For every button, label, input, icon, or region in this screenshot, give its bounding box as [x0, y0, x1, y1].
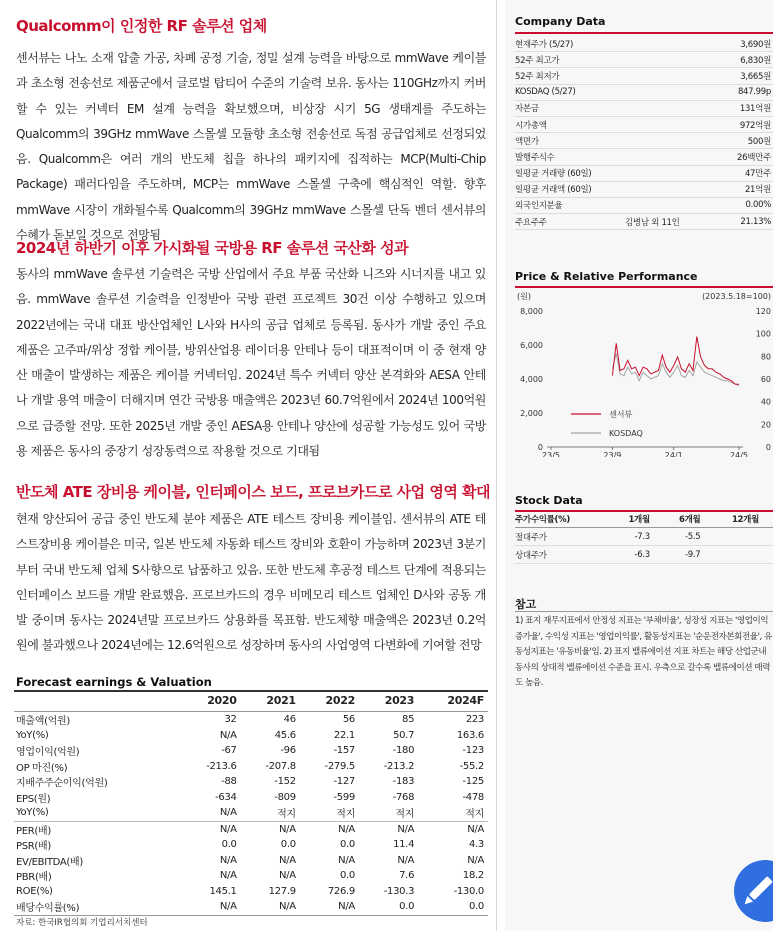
forecast-cell: 726.9	[327, 885, 355, 897]
forecast-row-label: 지배주주순이익(억원)	[16, 778, 108, 790]
stock-header-cell: 6개월	[664, 512, 715, 528]
forecast-cell: -279.5	[324, 760, 355, 772]
right-tick-label: 100	[755, 329, 771, 339]
right-tick-label: 40	[760, 397, 771, 407]
forecast-cell: N/A	[279, 870, 296, 882]
forecast-cell: N/A	[467, 854, 484, 866]
right-axis-unit: (2023.5.18=100)	[702, 292, 771, 301]
company-data-value: 972억원	[714, 116, 773, 132]
right-tick-label: 0	[765, 443, 771, 452]
forecast-cell: 22.1	[333, 729, 355, 741]
right-tick-label: 120	[755, 307, 771, 316]
forecast-cell: N/A	[219, 729, 237, 741]
stock-data-row	[515, 546, 773, 564]
forecast-cell: N/A	[338, 854, 355, 866]
company-data-mid	[625, 116, 714, 132]
company-data-row	[515, 84, 773, 100]
forecast-cell: -634	[215, 791, 237, 803]
price-chart-svg	[515, 287, 773, 457]
stock-cell	[714, 528, 773, 546]
forecast-cell: 0.0	[221, 839, 237, 851]
company-data-row	[515, 165, 773, 181]
company-data-mid	[625, 36, 714, 52]
forecast-cell: N/A	[241, 821, 300, 837]
forecast-cell: N/A	[359, 821, 418, 837]
section-body: 센서뷰는 나노 소재 압출 가공, 차폐 공정 기술, 정밀 설계 능력을 바탕으로 mmWave 케이블과 초소형 전송선로 제품군에서 글로벌 탑티어 수준의 기술력 보유. 동사는 110GHz까지 커버할 수 있는 커넥터 EM 설계 능력을 확보했으며, 비상장 시기 5G 생태계를 주도하는 Qualcomm의 39GHz mmWave 스몰셀 모듈향 초소형 전송선로 독점 공급업체로 선정되었음. Qualcomm은 여러 개의 반도체 칩을 하나의 패키지에 집적하는 MCP(Multi-Chip Package) 패러다임을 주도하며, MCP는 mmWave 스몰셀 구축에 핵심적인 역할. 향후 mmWave 시장이 개화될수록 Qualcomm의 39GHz mmWave 스몰셀 단독 벤더 센서뷰의 수혜가 돋보일 것으로 전망됨	[16, 51, 486, 243]
forecast-cell: 0.0	[359, 899, 418, 915]
forecast-cell: N/A	[397, 854, 415, 866]
company-data-row	[515, 181, 773, 197]
forecast-row	[14, 790, 488, 806]
forecast-row-label: OP 마진(%)	[16, 762, 68, 774]
forecast-row-label: YoY(%)	[16, 807, 49, 819]
forecast-cell: -152	[274, 776, 296, 788]
company-data-row	[515, 214, 773, 230]
stock-cell: -5.5	[664, 528, 715, 546]
forecast-row	[14, 853, 488, 869]
left-tick-label: 4,000	[520, 375, 543, 384]
forecast-row-label: 영업이익(억원)	[16, 747, 80, 759]
company-data-mid	[625, 181, 714, 197]
forecast-row	[14, 728, 488, 744]
forecast-header-row	[14, 691, 488, 712]
left-tick-label: 6,000	[520, 341, 543, 350]
forecast-cell: -157	[333, 745, 355, 757]
forecast-cell: -130.0	[453, 885, 484, 897]
forecast-row	[14, 868, 488, 884]
right-tick-label: 80	[760, 352, 771, 362]
forecast-row	[14, 712, 488, 728]
forecast-header-cell: 2022	[300, 691, 359, 712]
section-title: Qualcomm이 인정한 RF 솔루션 업체	[16, 17, 267, 35]
forecast-cell: -88	[221, 776, 237, 788]
company-data-mid	[625, 149, 714, 165]
company-data-label: 발행주식수	[515, 149, 625, 165]
forecast-cell: -125	[462, 776, 484, 788]
company-data-row	[515, 149, 773, 165]
forecast-cell: 적지	[465, 809, 484, 821]
forecast-row-label: ROE(%)	[16, 885, 53, 897]
forecast-cell: 46	[283, 714, 296, 726]
forecast-cell: 0.0	[339, 870, 355, 882]
stock-data-title: Stock Data	[515, 494, 583, 507]
forecast-cell: -599	[333, 791, 355, 803]
stock-data-table	[515, 512, 773, 564]
stock-cell: -7.3	[613, 528, 664, 546]
company-data-label: 자본금	[515, 100, 625, 116]
company-data-label: 52주 최저가	[515, 68, 625, 84]
forecast-cell: 적지	[336, 809, 355, 821]
section-body: 현재 양산되어 공급 중인 반도체 분야 제품은 ATE 테스트 장비용 케이블임. 센서뷰의 ATE 테스트장비용 케이블은 미국, 일본 반도체 자동화 테스트 장비와 호환이 가능하며 2023년 3분기부터 국내 반도체 업체 S사향으로 납품하고 있음. 또한 반도체 후공정 테스트 단계에 적용되는 인터페이스 보드를 개발 완료했음. 프로브카드의 경우 비메모리 테스트 업체인 D사와 공동 개발 중이며 동사는 2024년말 프로브카드 상용화를 목표함. 반도체향 매출액은 2023년 0.2억원에 불과했으나 2024년에는 12.6억원으로 성장하며 동사의 사업영역 다변화에 기여할 전망	[16, 512, 486, 653]
forecast-cell: -123	[462, 745, 484, 757]
right-tick-label: 60	[760, 375, 771, 384]
forecast-cell: -207.8	[265, 760, 296, 772]
company-data-label: 52주 최고가	[515, 52, 625, 68]
source-note: 자료: 한국IR협의회 기업리서치센터	[16, 918, 148, 928]
company-data-mid: 김병남 외 11인	[625, 214, 714, 230]
forecast-header-cell: 2020	[181, 691, 240, 712]
company-data-label: 일평균 거래량 (60일)	[515, 165, 625, 181]
section-title: 2024년 하반기 이후 가시화될 국방용 RF 솔루션 국산화 성과	[16, 239, 409, 257]
stock-header-cell: 주가수익률(%)	[515, 512, 613, 528]
forecast-cell: -809	[274, 791, 296, 803]
company-data-mid	[625, 84, 714, 100]
section-body: 동사의 mmWave 솔루션 기술력은 국방 산업에서 주요 부품 국산화 니즈와 시너지를 내고 있음. mmWave 솔루션 기술력을 인정받아 국방 관련 프로젝트 30건 이상 수행하고 있으며 2022년에는 국내 대표 방산업체인 L사와 H사의 공급 업체로 등록됨. 동사가 개발 중인 주요 제품은 고주파/위상 정합 케이블, 방위산업용 레이더용 안테나 등이 대표적이며 이 중 현재 양산 매출이 발생하는 제품은 케이블 커넥터임. 2024년 특수 커넥터 양산 본격화와 AESA 안테나 개발 용역 매출이 더해지며 연간 국방용 매출액은 2023년 60.7억원에서 2024년 100억원으로 급증할 전망. 또한 2025년 개발 중인 AESA용 안테나 양산에 성공할 가능성도 있어 국방용 제품은 동사의 중장기 성장동력으로 작용할 것으로 기대됨	[16, 267, 486, 459]
forecast-cell: -67	[221, 745, 237, 757]
forecast-cell: N/A	[219, 870, 237, 882]
forecast-cell: 0.0	[418, 899, 488, 915]
right-tick-label: 20	[760, 420, 771, 430]
forecast-cell: 32	[224, 714, 237, 726]
pencil-icon	[734, 860, 773, 922]
forecast-header-cell: 2021	[241, 691, 300, 712]
x-tick-label: 24/5	[730, 451, 748, 457]
forecast-cell: N/A	[418, 821, 488, 837]
company-data-row	[515, 116, 773, 132]
company-data-value: 26백만주	[714, 149, 773, 165]
forecast-cell: 163.6	[456, 729, 484, 741]
company-data-mid	[625, 133, 714, 149]
stock-row-label: 상대주가	[515, 546, 613, 564]
forecast-cell: -180	[392, 745, 415, 757]
forecast-cell: 45.6	[274, 729, 296, 741]
forecast-cell: N/A	[181, 821, 240, 837]
forecast-cell: -478	[462, 791, 484, 803]
left-tick-label: 8,000	[520, 307, 543, 316]
column-divider	[496, 0, 497, 931]
forecast-row	[14, 899, 488, 915]
company-data-mid	[625, 52, 714, 68]
company-data-value: 847.99p	[714, 84, 773, 100]
stock-row-label: 절대주가	[515, 528, 613, 546]
forecast-cell: 적지	[277, 809, 296, 821]
company-data-row	[515, 100, 773, 116]
forecast-cell: -127	[333, 776, 355, 788]
forecast-cell: 4.3	[468, 839, 484, 851]
forecast-cell: 145.1	[209, 885, 237, 897]
forecast-row	[14, 837, 488, 853]
forecast-cell: 127.9	[268, 885, 296, 897]
forecast-row-label: 매출액(억원)	[16, 716, 71, 728]
edit-fab-button[interactable]	[734, 860, 773, 922]
company-data-value: 21억원	[714, 181, 773, 197]
company-data-label: 현재주가 (5/27)	[515, 36, 625, 52]
forecast-cell: -213.2	[383, 760, 415, 772]
company-data-row	[515, 68, 773, 84]
price-chart-title: Price & Relative Performance	[515, 270, 698, 283]
company-data-label: 액면가	[515, 133, 625, 149]
forecast-cell: -130.3	[383, 885, 415, 897]
company-data-row	[515, 197, 773, 213]
left-tick-label: 2,000	[520, 409, 543, 418]
forecast-row-label: EPS(원)	[16, 793, 51, 805]
company-data-label: 시가총액	[515, 116, 625, 132]
forecast-cell: 7.6	[399, 870, 415, 882]
forecast-title: Forecast earnings & Valuation	[16, 675, 212, 689]
forecast-cell: -55.2	[459, 760, 484, 772]
forecast-cell: 56	[342, 714, 355, 726]
legend-label-kosdaq: KOSDAQ	[609, 429, 643, 438]
forecast-cell: -213.6	[206, 760, 237, 772]
section-title: 반도체 ATE 장비용 케이블, 인터페이스 보드, 프로브카드로 사업 영역 확대	[16, 483, 491, 501]
stock-cell	[714, 546, 773, 564]
forecast-cell: N/A	[181, 899, 240, 915]
company-data-value: 47만주	[714, 165, 773, 181]
forecast-cell: 0.0	[280, 839, 296, 851]
forecast-cell: -96	[280, 745, 296, 757]
forecast-cell: 223	[465, 714, 484, 726]
company-data-title: Company Data	[515, 15, 606, 28]
company-data-value: 3,665원	[714, 68, 773, 84]
reference-text: 1) 표지 재무지표에서 안정성 지표는 '부채비율', 성장성 지표는 '영업이익 증가율', 수익성 지표는 '영업이익률', 활동성지표는 '순운전자본회전율', 유동성지표는 '유동비율'임. 2) 표지 밸류에이션 지표 차트는 해당 산업군내 동사의 상대적 밸류에이션 수준을 표시. 우측으로 갈수록 밸류에이션 매력도 높음.	[515, 616, 772, 688]
company-data-label: 외국인지분율	[515, 197, 625, 213]
forecast-row	[14, 759, 488, 775]
forecast-cell: -183	[392, 776, 415, 788]
forecast-cell: -768	[392, 791, 415, 803]
forecast-row	[14, 743, 488, 759]
forecast-cell: 85	[402, 714, 415, 726]
company-data-value: 131억원	[714, 100, 773, 116]
forecast-cell: N/A	[300, 821, 359, 837]
company-data-rule	[515, 32, 773, 34]
left-tick-label: 0	[537, 443, 543, 452]
forecast-cell: N/A	[219, 854, 237, 866]
company-data-label: 주요주주	[515, 214, 625, 230]
x-tick-label: 23/5	[542, 451, 560, 457]
company-data-mid	[625, 165, 714, 181]
forecast-row	[14, 884, 488, 900]
company-data-mid	[625, 197, 714, 213]
x-tick-label: 23/9	[603, 451, 622, 457]
forecast-cell: N/A	[219, 807, 237, 819]
forecast-header-cell: 2024F	[418, 691, 488, 712]
company-data-value: 21.13%	[714, 214, 773, 230]
price-chart	[515, 287, 773, 457]
forecast-header-cell	[14, 691, 181, 712]
left-axis-unit: (원)	[517, 292, 531, 301]
forecast-cell: N/A	[300, 899, 359, 915]
forecast-cell: 적지	[395, 809, 415, 821]
forecast-row-label: 배당수익률(%)	[14, 899, 181, 915]
stock-cell: -6.3	[613, 546, 664, 564]
company-data-row	[515, 36, 773, 52]
series-line-kosdaq	[612, 354, 739, 386]
forecast-row-label: EV/EBITDA(배)	[16, 856, 83, 868]
company-data-mid	[625, 100, 714, 116]
stock-header-row	[515, 512, 773, 528]
forecast-row-label: PSR(배)	[16, 841, 51, 853]
forecast-row-label: YoY(%)	[16, 729, 49, 741]
x-tick-label: 24/1	[664, 451, 683, 457]
stock-header-cell: 12개월	[714, 512, 773, 528]
forecast-cell: 50.7	[393, 729, 415, 741]
forecast-cell: N/A	[241, 899, 300, 915]
company-data-value: 3,690원	[714, 36, 773, 52]
company-data-row	[515, 52, 773, 68]
forecast-header-cell: 2023	[359, 691, 418, 712]
reference-title: 참고	[515, 598, 537, 611]
reference-rule	[515, 611, 773, 612]
forecast-row	[14, 821, 488, 837]
company-data-label: KOSDAQ (5/27)	[515, 84, 625, 100]
stock-cell: -9.7	[664, 546, 715, 564]
forecast-cell: 0.0	[339, 839, 355, 851]
forecast-cell: 11.4	[393, 839, 415, 851]
stock-header-cell: 1개월	[613, 512, 664, 528]
company-data-table	[515, 36, 773, 230]
forecast-table	[14, 690, 488, 916]
company-data-row	[515, 133, 773, 149]
forecast-row	[14, 805, 488, 821]
forecast-cell: N/A	[279, 854, 296, 866]
legend-label-company: 센서뷰	[609, 410, 633, 419]
sidebar	[505, 0, 773, 931]
company-data-value: 0.00%	[714, 197, 773, 213]
company-data-value: 6,830원	[714, 52, 773, 68]
stock-data-row	[515, 528, 773, 546]
forecast-row-label: PER(배)	[14, 821, 181, 837]
series-line-company	[612, 337, 739, 385]
forecast-cell: 18.2	[462, 870, 484, 882]
forecast-row	[14, 774, 488, 790]
forecast-row-label: PBR(배)	[16, 872, 52, 884]
company-data-mid	[625, 68, 714, 84]
company-data-value: 500원	[714, 133, 773, 149]
company-data-label: 일평균 거래액 (60일)	[515, 181, 625, 197]
